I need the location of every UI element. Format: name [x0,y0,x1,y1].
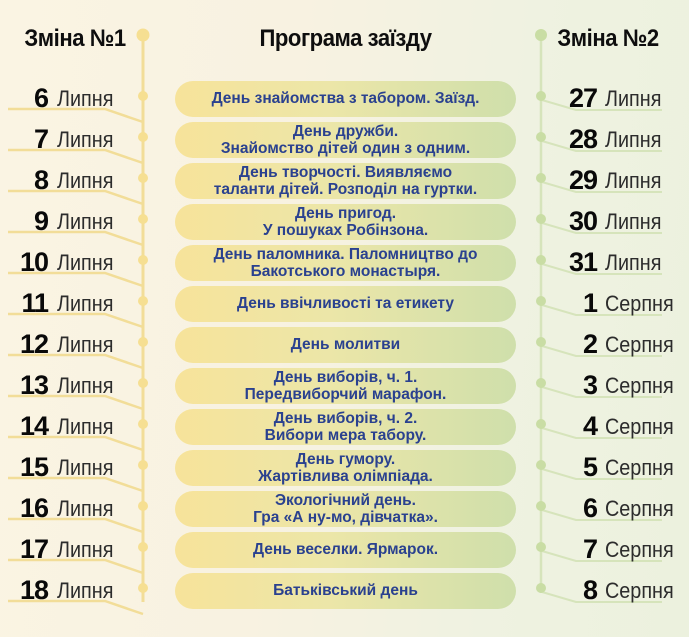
right-date [516,324,689,365]
left-date-day: 11 [21,288,48,318]
right-date-month: Серпня [605,495,674,521]
program-cell [175,488,516,529]
left-date-day: 16 [19,493,48,523]
program-line2: У пошуках Робінзона. [262,221,429,239]
left-date-month: Липня [57,536,114,562]
program-pill [175,286,516,322]
left-date-month: Липня [57,454,114,480]
program-line2: Передвиборчий марафон. [244,385,447,403]
program-line1: День ввічливості та етикету [236,295,455,312]
right-date-month: Липня [605,167,662,193]
program-pill [175,204,516,240]
program-line1: День творчості. Виявляємо [238,163,453,181]
program-cell [175,570,516,611]
shift1-header-cell [0,0,175,78]
program-cell [175,78,516,119]
left-date-day: 6 [33,83,48,113]
left-date-day: 9 [33,206,48,236]
left-date-day: 13 [19,370,48,400]
left-date [0,119,175,160]
program-line1: День дружби. [292,122,399,140]
left-date-month: Липня [57,413,114,439]
left-date-day: 10 [19,247,48,277]
program-line1: День виборів, ч. 1. [273,368,418,386]
program-header-cell [175,0,516,78]
program-line2: таланти дітей. Розподіл на гуртки. [213,180,478,198]
right-date [516,365,689,406]
right-date-month: Серпня [605,372,674,398]
left-date-day: 18 [19,575,48,605]
right-date-month: Серпня [605,413,674,439]
program-cell [175,119,516,160]
right-date-month: Серпня [605,577,674,603]
right-date [516,160,689,201]
left-date-day: 12 [19,329,48,359]
right-date-month: Серпня [605,536,674,562]
program-line1: День паломника. Паломництво до [213,245,478,263]
right-date-day: 2 [582,329,597,359]
left-date [0,242,175,283]
left-date-day: 15 [19,452,48,482]
right-date-month: Липня [605,85,662,111]
left-date-month: Липня [57,167,114,193]
program-line2: Бакотського монастыря. [250,262,441,280]
left-date-month: Липня [57,126,114,152]
right-date-day: 6 [582,493,597,523]
program-line1: День молитви [290,336,401,353]
right-date-day: 5 [582,452,597,482]
left-date [0,447,175,488]
program-line1: День знайомства з табором. Заїзд. [211,90,480,107]
program-pill [175,163,516,199]
right-date-day: 7 [582,534,597,564]
right-date-month: Серпня [605,454,674,480]
program-cell [175,447,516,488]
program-pill [175,327,516,363]
right-date-day: 1 [582,288,597,318]
program-line1: Батьківський день [273,582,418,599]
program-line2: Знайомство дітей один з одним. [220,139,471,157]
program-pill [175,532,516,568]
program-cell [175,365,516,406]
program-line1: День виборів, ч. 2. [273,409,418,427]
program-cell [175,529,516,570]
right-date-day: 8 [582,575,597,605]
program-cell [175,242,516,283]
right-date-day: 4 [582,411,597,441]
left-date-day: 17 [19,534,48,564]
program-pill [175,245,516,281]
right-date [516,201,689,242]
left-date-month: Липня [57,577,114,603]
left-date-month: Липня [57,372,114,398]
left-date [0,160,175,201]
left-date-day: 8 [33,165,48,195]
right-date-day: 30 [568,206,597,236]
right-date [516,488,689,529]
right-date-month: Серпня [605,331,674,357]
shift2-header-cell [516,0,689,78]
right-date [516,78,689,119]
left-date-month: Липня [57,290,114,316]
schedule-grid [0,78,689,611]
program-line1: День пригод. [294,204,397,222]
left-date [0,78,175,119]
left-date [0,570,175,611]
right-date [516,242,689,283]
shift1-title: Зміна №1 [24,25,126,52]
left-date [0,365,175,406]
right-date-day: 3 [582,370,597,400]
program-pill [175,573,516,609]
right-date-month: Липня [605,126,662,152]
right-date-month: Липня [605,208,662,234]
right-date-day: 29 [568,165,597,195]
program-cell [175,406,516,447]
right-date [516,406,689,447]
right-date [516,529,689,570]
program-line2: Жартівлива олімпіада. [258,467,433,485]
program-cell [175,201,516,242]
program-line1: День веселки. Ярмарок. [252,541,439,558]
right-date [516,570,689,611]
right-date-month: Серпня [605,290,674,316]
program-line1: День гумору. [295,450,396,468]
left-date [0,201,175,242]
program-line1: Экологічний день. [275,491,416,509]
program-title: Програма заїзду [259,25,432,52]
left-date-day: 14 [19,411,48,441]
program-cell [175,324,516,365]
left-date-month: Липня [57,208,114,234]
right-date-day: 28 [568,124,597,154]
left-date-month: Липня [57,85,114,111]
left-date-day: 7 [33,124,48,154]
program-pill [175,409,516,445]
shift2-title: Зміна №2 [557,25,659,52]
program-pill [175,368,516,404]
header-bar [0,0,689,78]
left-date-month: Липня [57,249,114,275]
left-date-month: Липня [57,495,114,521]
program-pill [175,122,516,158]
program-pill [175,491,516,527]
left-date [0,283,175,324]
program-line2: Гра «А ну-мо, дівчатка». [253,508,438,526]
right-date [516,119,689,160]
program-cell [175,160,516,201]
program-pill [175,450,516,486]
right-date-day: 27 [568,83,597,113]
right-date-day: 31 [568,247,597,277]
program-line2: Вибори мера табору. [264,426,427,444]
program-pill [175,81,516,117]
right-date-month: Липня [605,249,662,275]
left-date-month: Липня [57,331,114,357]
left-date [0,529,175,570]
left-date [0,488,175,529]
right-date [516,283,689,324]
left-date [0,324,175,365]
left-date [0,406,175,447]
program-cell [175,283,516,324]
right-date [516,447,689,488]
